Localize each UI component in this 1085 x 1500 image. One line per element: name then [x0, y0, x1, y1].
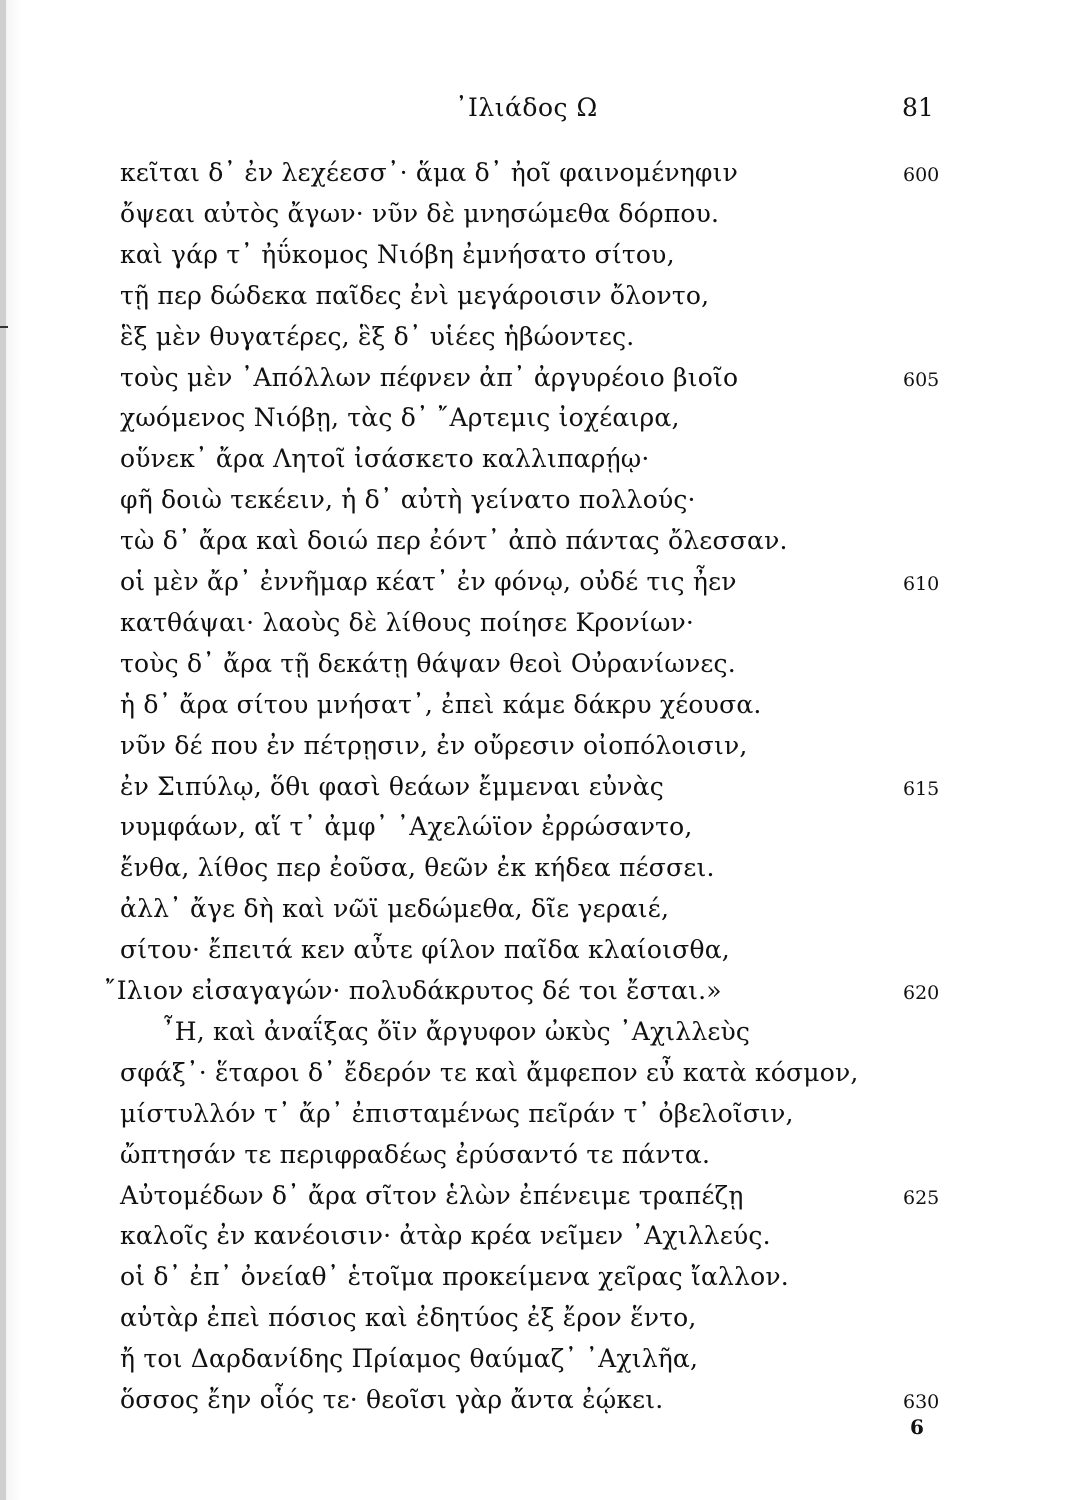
line-number: 615: [903, 778, 940, 800]
margin-mark: [0, 326, 8, 328]
verse-line: σίτου· ἔπειτά κεν αὖτε φίλον παῖδα κλαίοισθα,: [120, 935, 730, 964]
verse-line: ῏Η, καὶ ἀναΐξας ὄϊν ἄργυφον ὠκὺς ᾽Αχιλλεὺς: [162, 1017, 751, 1046]
verse-line: νῦν δέ που ἐν πέτρῃσιν, ἐν οὔρεσιν οἰοπόλοισιν,: [120, 731, 748, 760]
verse-line: ὄψεαι αὐτὸς ἄγων· νῦν δὲ μνησώμεθα δόρπου.: [120, 199, 720, 228]
verse-line: οἱ δ᾽ ἐπ᾽ ὀνείαθ᾽ ἑτοῖμα προκείμενα χεῖρας ἴαλλον.: [120, 1262, 789, 1291]
verse-line: ἡ δ᾽ ἄρα σίτου μνήσατ᾽, ἐπεὶ κάμε δάκρυ χέουσα.: [120, 690, 762, 719]
verse-line: ῎Ιλιον εἰσαγαγών· πολυδάκρυτος δέ τοι ἔσται.»: [104, 976, 722, 1005]
verse-line: Αὐτομέδων δ᾽ ἄρα σῖτον ἑλὼν ἐπένειμε τραπέζῃ: [120, 1181, 744, 1210]
line-number: 610: [903, 573, 940, 595]
verse-line: χωόμενος Νιόβῃ, τὰς δ᾽ ῎Αρτεμις ἰοχέαιρα,: [120, 403, 680, 432]
running-title: ᾽Ιλιάδος Ω: [455, 93, 598, 122]
line-number: 600: [903, 164, 940, 186]
verse-line: ἤ τοι Δαρδανίδης Πρίαμος θαύμαζ᾽ ᾽Αχιλῆα,: [120, 1344, 699, 1373]
line-number: 605: [903, 369, 940, 391]
verse-line: οἱ μὲν ἄρ᾽ ἐννῆμαρ κέατ᾽ ἐν φόνῳ, οὐδέ τις ἦεν: [120, 567, 737, 596]
verse-line: ἀλλ᾽ ἄγε δὴ καὶ νῶϊ μεδώμεθα, δῖε γεραιέ,: [120, 894, 670, 923]
verse-line: ὅσσος ἔην οἷός τε· θεοῖσι γὰρ ἄντα ἐῴκει.: [120, 1385, 664, 1414]
verse-line: φῆ δοιὼ τεκέειν, ἡ δ᾽ αὐτὴ γείνατο πολλούς·: [120, 485, 696, 514]
verse-line: νυμφάων, αἵ τ᾽ ἀμφ᾽ ᾽Αχελώϊον ἐρρώσαντο,: [120, 812, 693, 841]
verse-line: τοὺς δ᾽ ἄρα τῇ δεκάτῃ θάψαν θεοὶ Οὐρανίωνες.: [120, 649, 736, 678]
verse-line: τῇ περ δώδεκα παῖδες ἐνὶ μεγάροισιν ὄλοντο,: [120, 281, 710, 310]
verse-line: τὼ δ᾽ ἄρα καὶ δοιώ περ ἐόντ᾽ ἀπὸ πάντας ὄλεσσαν.: [120, 526, 788, 555]
verse-line: μίστυλλόν τ᾽ ἄρ᾽ ἐπισταμένως πεῖράν τ᾽ ὀβελοῖσιν,: [120, 1099, 794, 1128]
verse-line: κατθάψαι· λαοὺς δὲ λίθους ποίησε Κρονίων·: [120, 608, 695, 637]
verse-line: ἓξ μὲν θυγατέρες, ἓξ δ᾽ υἱέες ἡβώοντες.: [120, 322, 635, 351]
verse-line: κεῖται δ᾽ ἐν λεχέεσσ᾽· ἅμα δ᾽ ἠοῖ φαινομένηφιν: [120, 158, 739, 187]
verse-line: ἐν Σιπύλῳ, ὅθι φασὶ θεάων ἔμμεναι εὐνὰς: [120, 772, 664, 801]
verse-line: σφάξ᾽· ἕταροι δ᾽ ἔδερόν τε καὶ ἄμφεπον εὖ κατὰ κόσμον,: [120, 1058, 859, 1087]
verse-line: καὶ γάρ τ᾽ ἠΰκομος Νιόβη ἐμνήσατο σίτου,: [120, 240, 675, 269]
line-number: 630: [903, 1391, 940, 1413]
line-number: 625: [903, 1187, 940, 1209]
page-gutter: [0, 0, 6, 1500]
line-number: 620: [903, 982, 940, 1004]
verse-line: ἔνθα, λίθος περ ἐοῦσα, θεῶν ἐκ κήδεα πέσσει.: [120, 853, 715, 882]
verse-line: τοὺς μὲν ᾽Απόλλων πέφνεν ἀπ᾽ ἀργυρέοιο βιοῖο: [120, 363, 739, 392]
verse-line: οὕνεκ᾽ ἄρα Λητοῖ ἰσάσκετο καλλιπαρῄῳ·: [120, 444, 650, 473]
verse-line: ὤπτησάν τε περιφραδέως ἐρύσαντό τε πάντα.: [120, 1140, 711, 1169]
verse-line: καλοῖς ἐν κανέοισιν· ἀτὰρ κρέα νεῖμεν ᾽Αχιλλεύς.: [120, 1221, 771, 1250]
printer-signature: 6: [910, 1415, 924, 1439]
verse-line: αὐτὰρ ἐπεὶ πόσιος καὶ ἐδητύος ἐξ ἔρον ἕντο,: [120, 1303, 697, 1332]
page-number: 81: [902, 93, 934, 122]
